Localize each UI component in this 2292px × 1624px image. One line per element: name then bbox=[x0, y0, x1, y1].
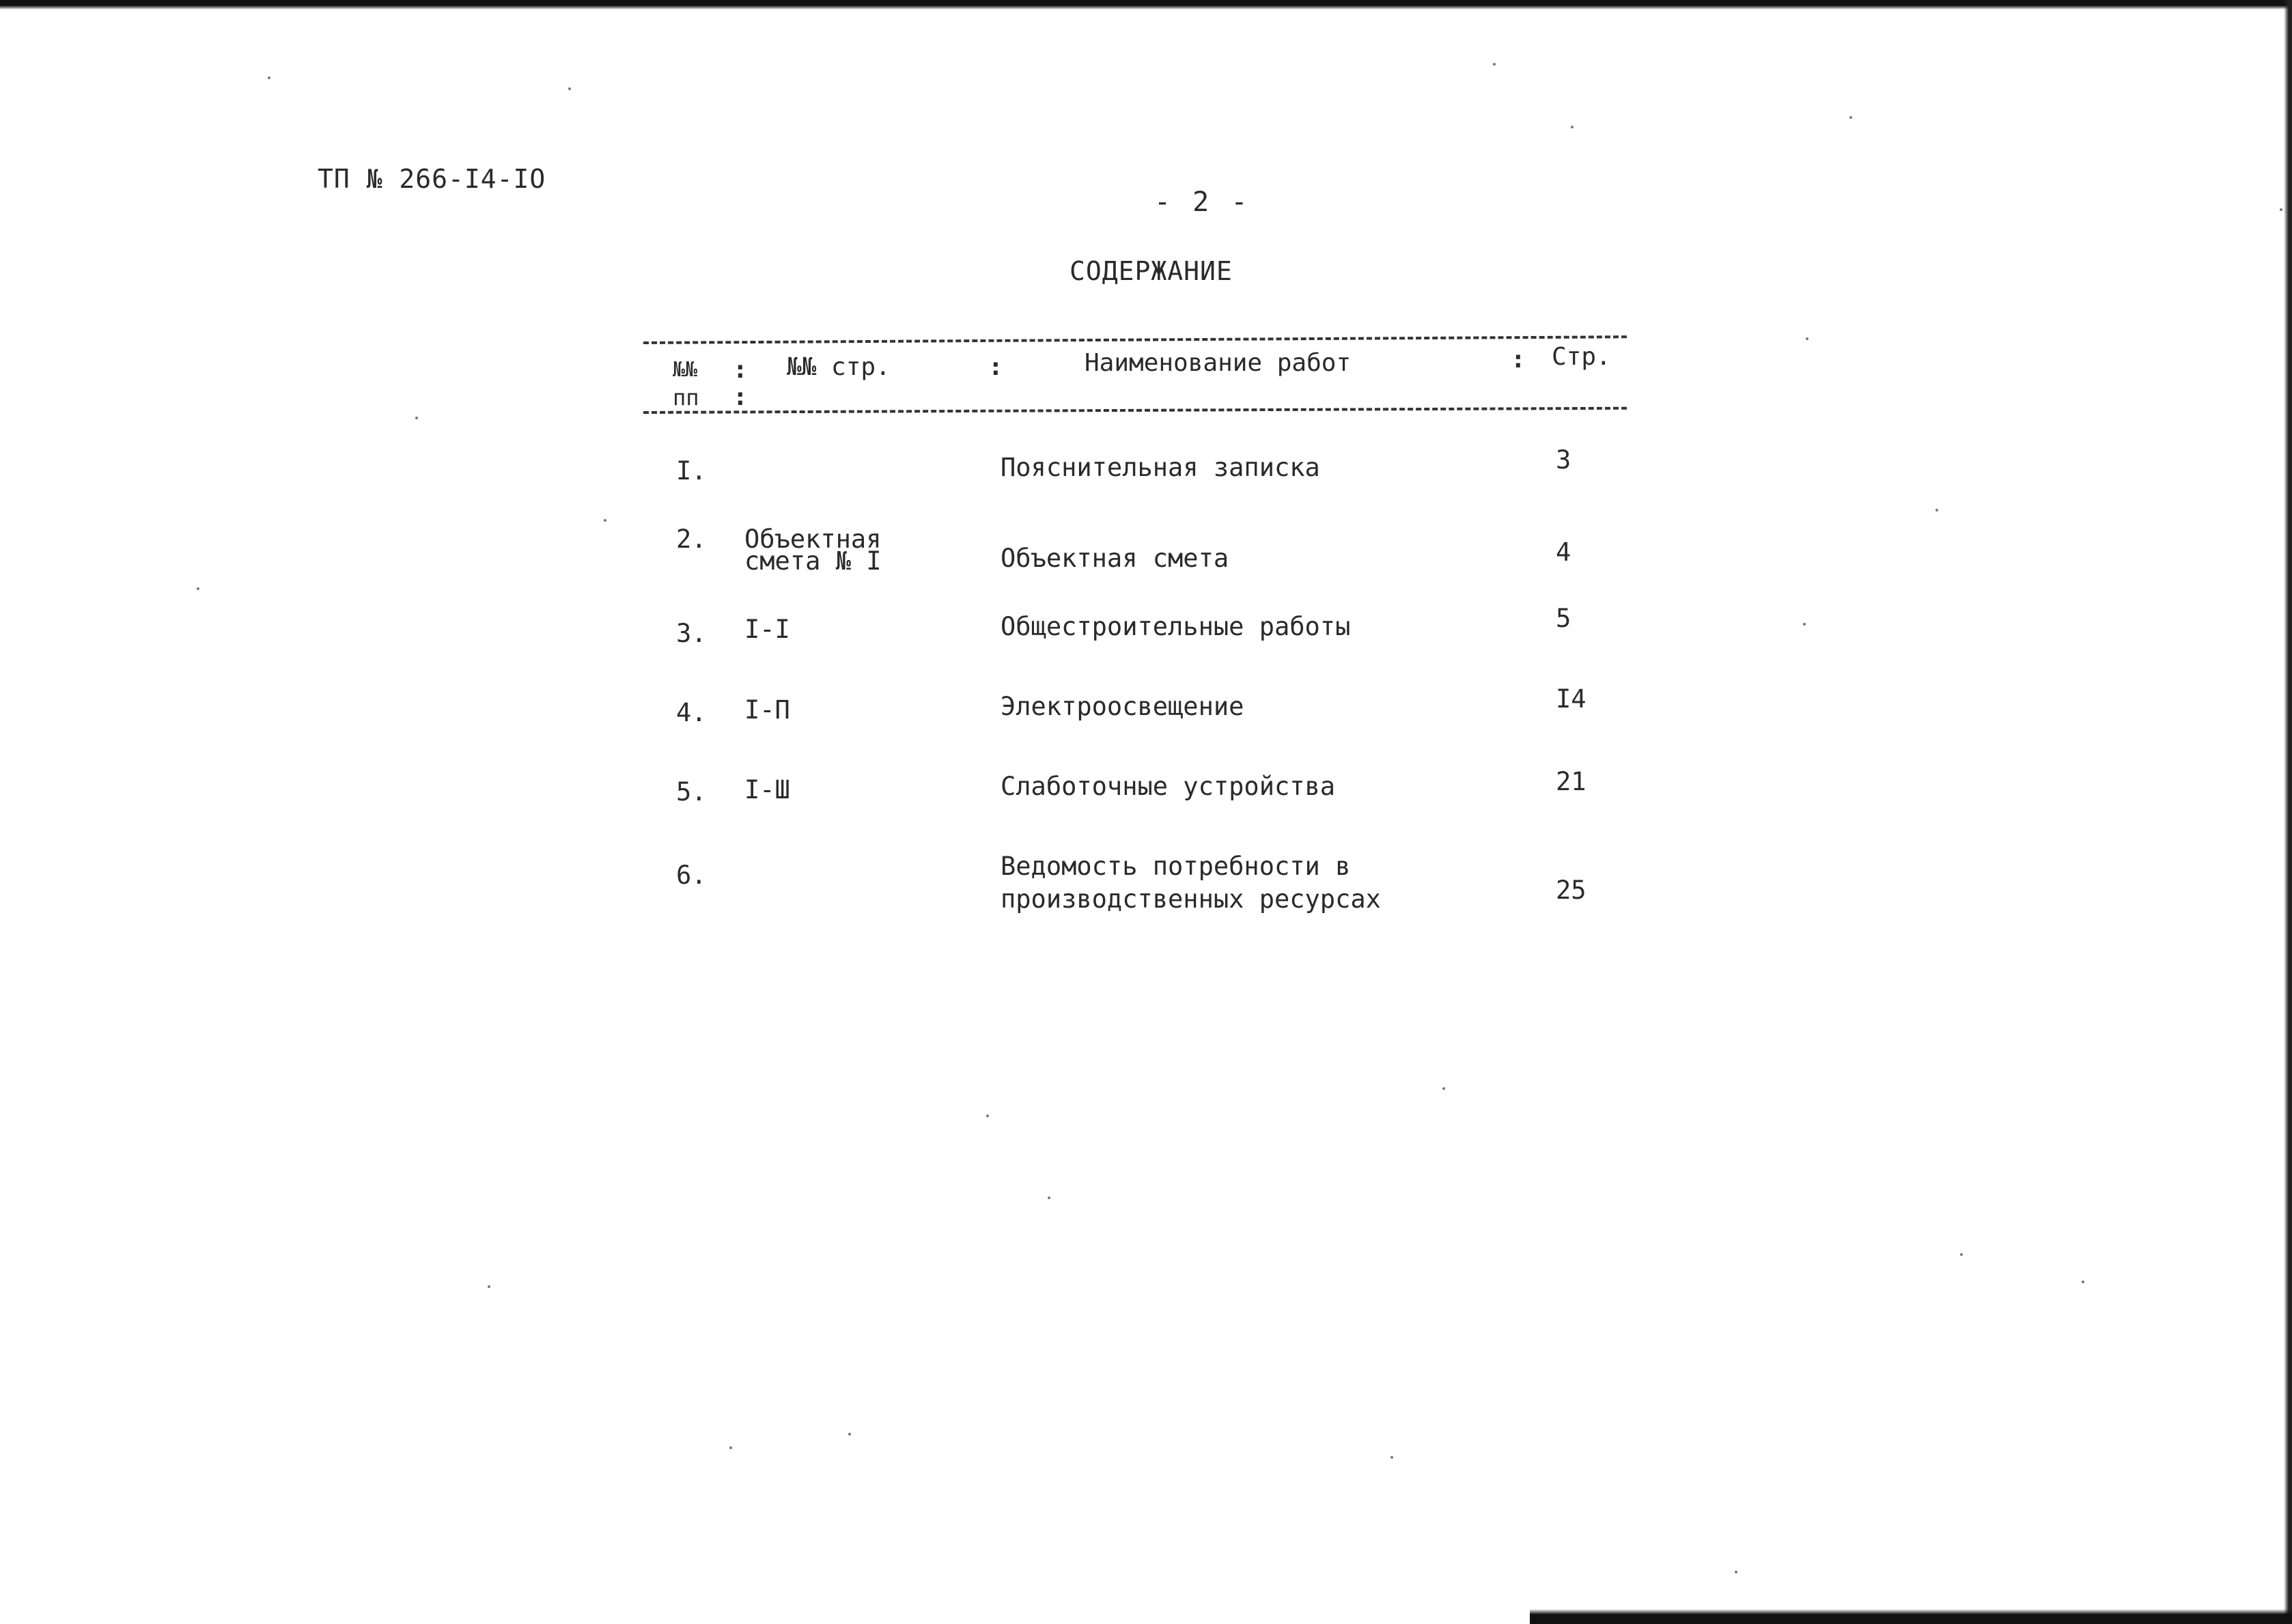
scan-speck bbox=[197, 587, 199, 590]
scan-speck bbox=[1493, 63, 1496, 66]
scan-edge-top bbox=[0, 0, 2292, 10]
scan-speck bbox=[848, 1433, 851, 1436]
scan-edge-bottom bbox=[1530, 1609, 2292, 1624]
scan-speck bbox=[1806, 337, 1808, 340]
column-separator: : bbox=[1511, 346, 1526, 374]
column-header-ref: №№ стр. bbox=[787, 353, 891, 381]
scan-speck bbox=[2280, 208, 2282, 211]
row-name: Пояснительная записка bbox=[1001, 453, 1320, 482]
row-name: Электроосвещение bbox=[1001, 692, 1244, 721]
row-number: I. bbox=[676, 456, 707, 486]
column-separator: : bbox=[988, 353, 1003, 381]
scan-speck bbox=[1960, 1253, 1963, 1256]
row-name: Объектная смета bbox=[1001, 544, 1229, 573]
scan-speck bbox=[604, 519, 606, 522]
column-header-num bbox=[673, 356, 699, 411]
table-header-rule bbox=[643, 407, 1627, 414]
scan-speck bbox=[415, 417, 418, 419]
row-page: 4 bbox=[1556, 537, 1571, 567]
column-header-num-line2: пп bbox=[673, 384, 699, 410]
row-reference: I-I bbox=[744, 615, 790, 644]
row-page: 5 bbox=[1556, 604, 1571, 633]
toc-title: СОДЕРЖАНИЕ bbox=[1070, 256, 1233, 286]
column-header-name: Наименование работ bbox=[1085, 349, 1352, 377]
row-name bbox=[1001, 850, 1381, 916]
row-name: Общестроительные работы bbox=[1001, 612, 1351, 641]
column-header-num-line1: №№ bbox=[673, 358, 698, 382]
row-number: 4. bbox=[676, 698, 707, 727]
row-page: 25 bbox=[1556, 876, 1587, 905]
scan-speck bbox=[488, 1285, 490, 1288]
row-number: 2. bbox=[676, 524, 707, 554]
scan-speck bbox=[1390, 1456, 1393, 1459]
row-name: Слаботочные устройства bbox=[1001, 772, 1336, 801]
row-page: 3 bbox=[1556, 445, 1571, 475]
document-code: ТП № 266-I4-IO bbox=[318, 164, 546, 194]
row-name-line1: Ведомость потребности в bbox=[1001, 852, 1351, 881]
column-header-page: Стр. bbox=[1552, 343, 1611, 371]
scan-speck bbox=[1935, 509, 1938, 512]
row-page: I4 bbox=[1556, 684, 1587, 714]
scan-speck bbox=[1803, 623, 1806, 626]
row-name-line2: производственных ресурсах bbox=[1001, 884, 1381, 914]
row-reference: I-Ш bbox=[744, 775, 790, 804]
scan-speck bbox=[2082, 1280, 2084, 1283]
scan-speck bbox=[1048, 1196, 1050, 1199]
row-reference-line1: Объектная bbox=[744, 524, 882, 554]
row-reference-line2: смета № I bbox=[744, 546, 882, 576]
page-number: - 2 - bbox=[1154, 186, 1250, 218]
scan-speck bbox=[568, 87, 571, 90]
row-reference: I-П bbox=[744, 695, 790, 725]
row-number: 5. bbox=[676, 777, 707, 807]
scan-speck bbox=[986, 1115, 989, 1117]
scan-speck bbox=[268, 76, 270, 79]
scan-edge-right bbox=[2284, 0, 2292, 1624]
row-reference bbox=[744, 524, 882, 576]
column-separator: : : bbox=[733, 356, 748, 411]
table-top-rule bbox=[643, 335, 1627, 344]
scan-speck bbox=[729, 1446, 732, 1449]
scan-speck bbox=[1442, 1087, 1445, 1090]
scan-speck bbox=[1735, 1571, 1737, 1573]
row-page: 21 bbox=[1556, 767, 1587, 796]
row-number: 6. bbox=[676, 860, 707, 890]
scan-speck bbox=[1571, 126, 1574, 128]
row-number: 3. bbox=[676, 619, 707, 648]
scan-speck bbox=[1849, 116, 1852, 119]
